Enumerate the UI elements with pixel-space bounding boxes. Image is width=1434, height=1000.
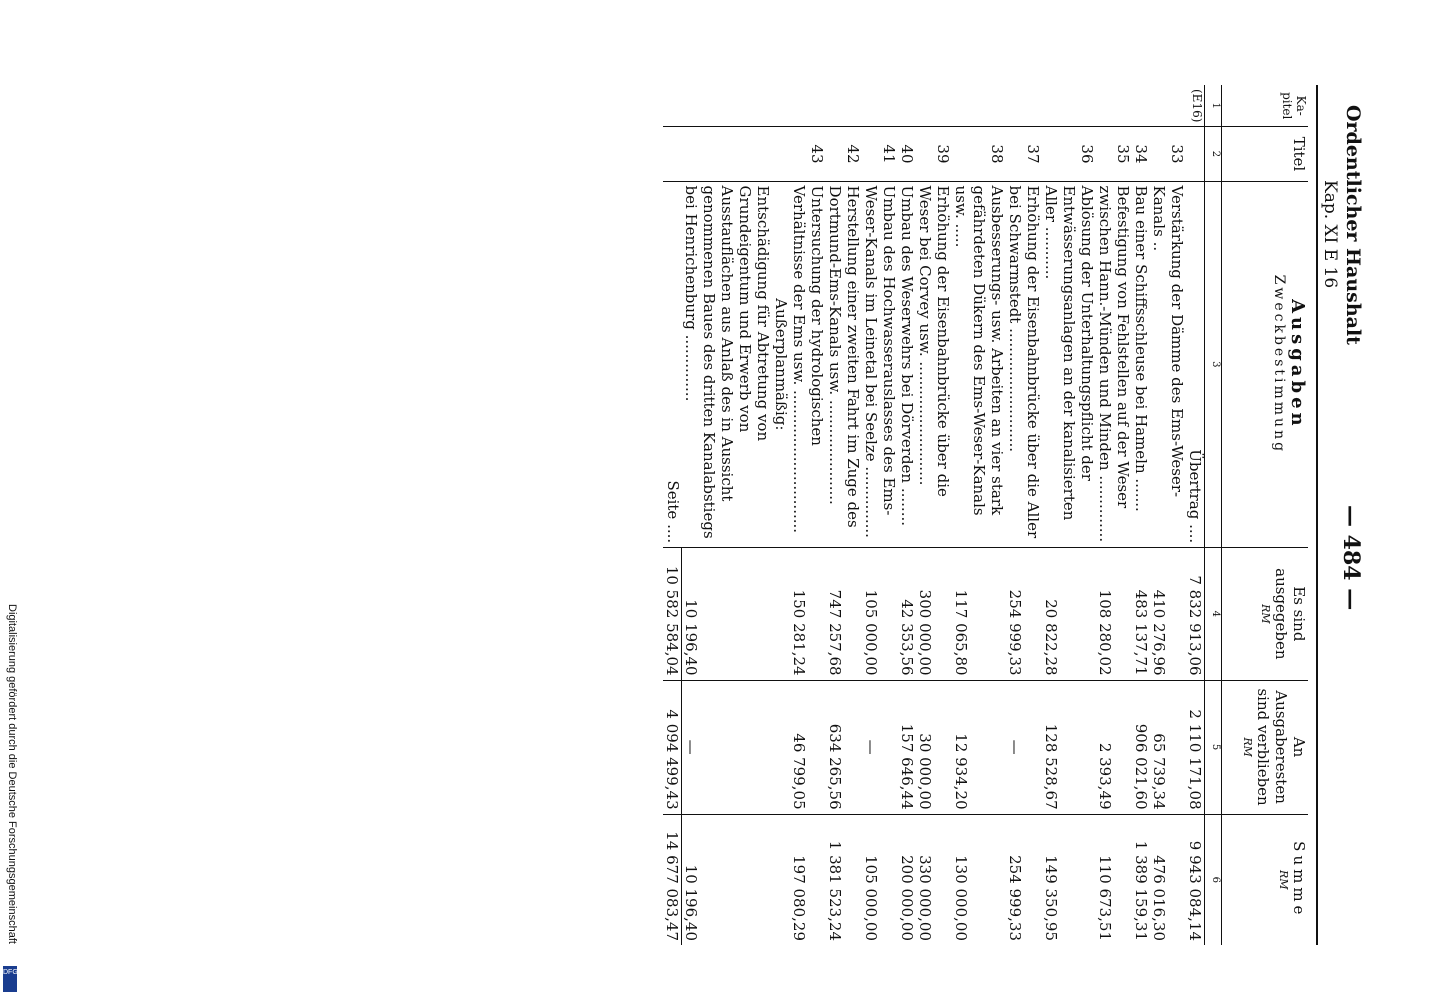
col-num: 5	[1205, 680, 1222, 814]
table-row	[790, 85, 826, 945]
unit-rm-6: RM	[1277, 870, 1290, 890]
titel-cell: 35	[1096, 127, 1132, 181]
header-zweckbestimmung: Zweckbestimmung	[1271, 274, 1287, 455]
ausgegeben-cell: 300 000,00	[916, 548, 952, 680]
kapitel-cell: (E16)	[1186, 85, 1205, 127]
table-header-row	[1222, 85, 1309, 945]
summe-cell: 200 000,00	[898, 855, 916, 941]
ausserplan-row	[682, 85, 790, 945]
table-row	[1096, 85, 1132, 945]
ausgegeben-cell: 20 822,28	[1042, 548, 1096, 680]
ausgegeben-cell: 42 353,56	[898, 548, 916, 680]
summe-cell: 1 381 523,24	[826, 840, 844, 941]
summe-cell: 110 673,51	[1096, 855, 1114, 941]
ausgabereste-cell: —	[862, 680, 898, 814]
table-row	[1132, 85, 1150, 945]
titel-cell: 43	[790, 127, 826, 181]
titel-cell: 33	[1150, 127, 1186, 181]
titel-cell: 39	[916, 127, 952, 181]
unit-rm-5: RM	[1241, 737, 1254, 757]
table-row	[898, 85, 916, 945]
uebertrag-label: Übertrag ....	[1186, 181, 1205, 548]
col-titel: Titel	[1222, 127, 1309, 181]
col-num: 1	[1205, 85, 1222, 127]
titel-cell: 34	[1132, 127, 1150, 181]
description-cell: Umbau des Hochwasserauslasses des Ems-Weser-Kanals im Leinetal bei Seelze ...............	[862, 181, 898, 548]
ausgegeben-cell: 410 276,96	[1150, 548, 1186, 680]
uebertrag-c5: 2 110 171,08	[1186, 680, 1205, 814]
uebertrag-row	[1186, 85, 1205, 945]
titel-cell: 42	[826, 127, 862, 181]
top-rule	[1316, 85, 1318, 945]
description-cell: Herstellung einer zweiten Fahrt im Zuge des Dortmund-Ems-Kanals usw. ......................	[826, 181, 862, 548]
table-row	[862, 85, 898, 945]
col-ausgegeben	[1222, 548, 1309, 680]
col-kapitel: Ka-pitel	[1222, 85, 1309, 127]
summe-cell: 105 000,00	[862, 855, 880, 941]
summe-cell: 130 000,00	[952, 855, 970, 941]
ausgabereste-cell: 128 528,67	[1042, 680, 1096, 814]
titel-cell: 38	[952, 127, 1006, 181]
seite-row	[664, 85, 683, 945]
page-subtitle: Kap. XI E 16	[1320, 180, 1340, 289]
description-cell: Verstärkung der Dämme des Ems-Weser-Kanals ..	[1150, 181, 1186, 548]
description-cell: Untersuchung der hydrologischen Verhältnisse der Ems usw. ..............................	[790, 181, 826, 548]
col-ausgabereste	[1222, 680, 1309, 814]
ausgabereste-cell: —	[1006, 680, 1042, 814]
col-num: 6	[1205, 814, 1222, 945]
ausgegeben-cell: 105 000,00	[862, 548, 898, 680]
table-row	[952, 85, 1006, 945]
seite-c6: 14 677 083,47	[664, 814, 683, 945]
unit-rm-4: RM	[1259, 604, 1272, 624]
table-row	[1006, 85, 1042, 945]
description-cell: Ablösung der Unterhaltungspflicht der Entwässerungsanlagen an der kanalisierten Aller ...........	[1042, 181, 1096, 548]
ausgegeben-cell: 108 280,02	[1096, 548, 1132, 680]
ausgabereste-cell: 30 000,00	[916, 680, 952, 814]
ausgabereste-cell: 65 739,34	[1150, 680, 1186, 814]
page-number: — 484 —	[1338, 505, 1364, 611]
description-cell: Umbau des Weserwehrs bei Dörverden ........	[898, 181, 916, 548]
ausgegeben-cell: 747 257,68	[826, 548, 862, 680]
header-ausgegeben: Es sind ausgegeben	[1272, 568, 1308, 660]
summe-cell: 476 016,30	[1150, 855, 1168, 941]
ausgabereste-cell: 12 934,20	[952, 680, 1006, 814]
ausserplan-c6: 10 196,40	[682, 864, 701, 941]
description-cell: Bau einer Schiffsschleuse bei Hameln .......	[1132, 181, 1150, 548]
description-cell: Ausbesserungs- usw. Arbeiten an vier stark gefährdeten Dükern des Ems-Weser-Kanals usw. .....	[952, 181, 1006, 548]
col-zweck	[1222, 181, 1309, 548]
ausserplan-c4: 10 196,40	[682, 548, 790, 680]
table-row	[916, 85, 952, 945]
titel-cell: 37	[1006, 127, 1042, 181]
summe-cell: 330 000,00	[916, 855, 934, 941]
seite-c4: 10 582 584,04	[664, 548, 683, 680]
uebertrag-c4: 7 832 913,06	[1186, 548, 1205, 680]
dfg-logo: DFG	[3, 966, 17, 992]
summe-cell: 149 350,95	[1042, 855, 1060, 941]
description-cell: Erhöhung der Eisenbahnbrücke über die Aller bei Schwarmstedt ..........................	[1006, 181, 1042, 548]
rotated-table-page	[90, 85, 1370, 945]
col-num: 4	[1205, 548, 1222, 680]
uebertrag-c6: 9 943 084,14	[1186, 840, 1204, 941]
ausgegeben-cell: 117 065,80	[952, 548, 1006, 680]
summe-cell: 1 389 159,31	[1132, 840, 1150, 941]
description-cell: Befestigung von Fehlstellen auf der Weser zwischen Hann.-Münden und Minden ..............	[1096, 181, 1132, 548]
page-title: Ordentlicher Haushalt	[1342, 105, 1364, 345]
seite-label: Seite ....	[664, 181, 683, 548]
table-row	[1150, 85, 1186, 945]
seite-c5: 4 094 499,43	[664, 680, 683, 814]
description-cell: Erhöhung der Eisenbahnbrücke über die Weser bei Corvey usw. ..........................	[916, 181, 952, 548]
col-num: 2	[1205, 127, 1222, 181]
summe-cell: 254 999,33	[1006, 855, 1024, 941]
digitization-note	[0, 604, 20, 996]
ausgegeben-cell: 483 137,71	[1132, 548, 1150, 680]
side-note-text: Digitalisierung gefördert durch die Deutsche Forschungsgemeinschaft	[6, 604, 18, 944]
table-row	[1042, 85, 1096, 945]
ausgabereste-cell: 157 646,44	[898, 680, 916, 814]
header-summe: Summe	[1290, 841, 1308, 919]
ausserplan-c5: —	[682, 680, 790, 814]
budget-table	[664, 85, 1309, 945]
col-num: 3	[1205, 181, 1222, 548]
ausgabereste-cell: 906 021,60	[1132, 680, 1150, 814]
col-summe	[1222, 814, 1309, 945]
ausgabereste-cell: 2 393,49	[1096, 680, 1132, 814]
table-body	[790, 85, 1186, 945]
ausgabereste-cell: 46 799,05	[790, 680, 826, 814]
summe-cell: 197 080,29	[790, 855, 808, 941]
titel-cell: 40	[898, 127, 916, 181]
ausserplan-heading: Außerplanmäßig:	[772, 298, 790, 431]
ausgegeben-cell: 150 281,24	[790, 548, 826, 680]
ausgegeben-cell: 254 999,33	[1006, 548, 1042, 680]
titel-cell: 36	[1042, 127, 1096, 181]
table-row	[826, 85, 862, 945]
ausgabereste-cell: 634 265,56	[826, 680, 862, 814]
header-ausgabereste: An Ausgaberesten sind verblieben	[1254, 688, 1308, 806]
titel-cell: 41	[862, 127, 898, 181]
column-number-row	[1205, 85, 1222, 945]
ausserplan-text: Entschädigung für Abtretung von Grundeigentum und Erwerb von Ausstauflächen aus Anlaß des in Aussicht genommenen Baues des dritten Kanalabstiegs bei Henrichenburg ..............	[682, 185, 772, 539]
header-ausgaben: Ausgaben	[1287, 299, 1308, 430]
